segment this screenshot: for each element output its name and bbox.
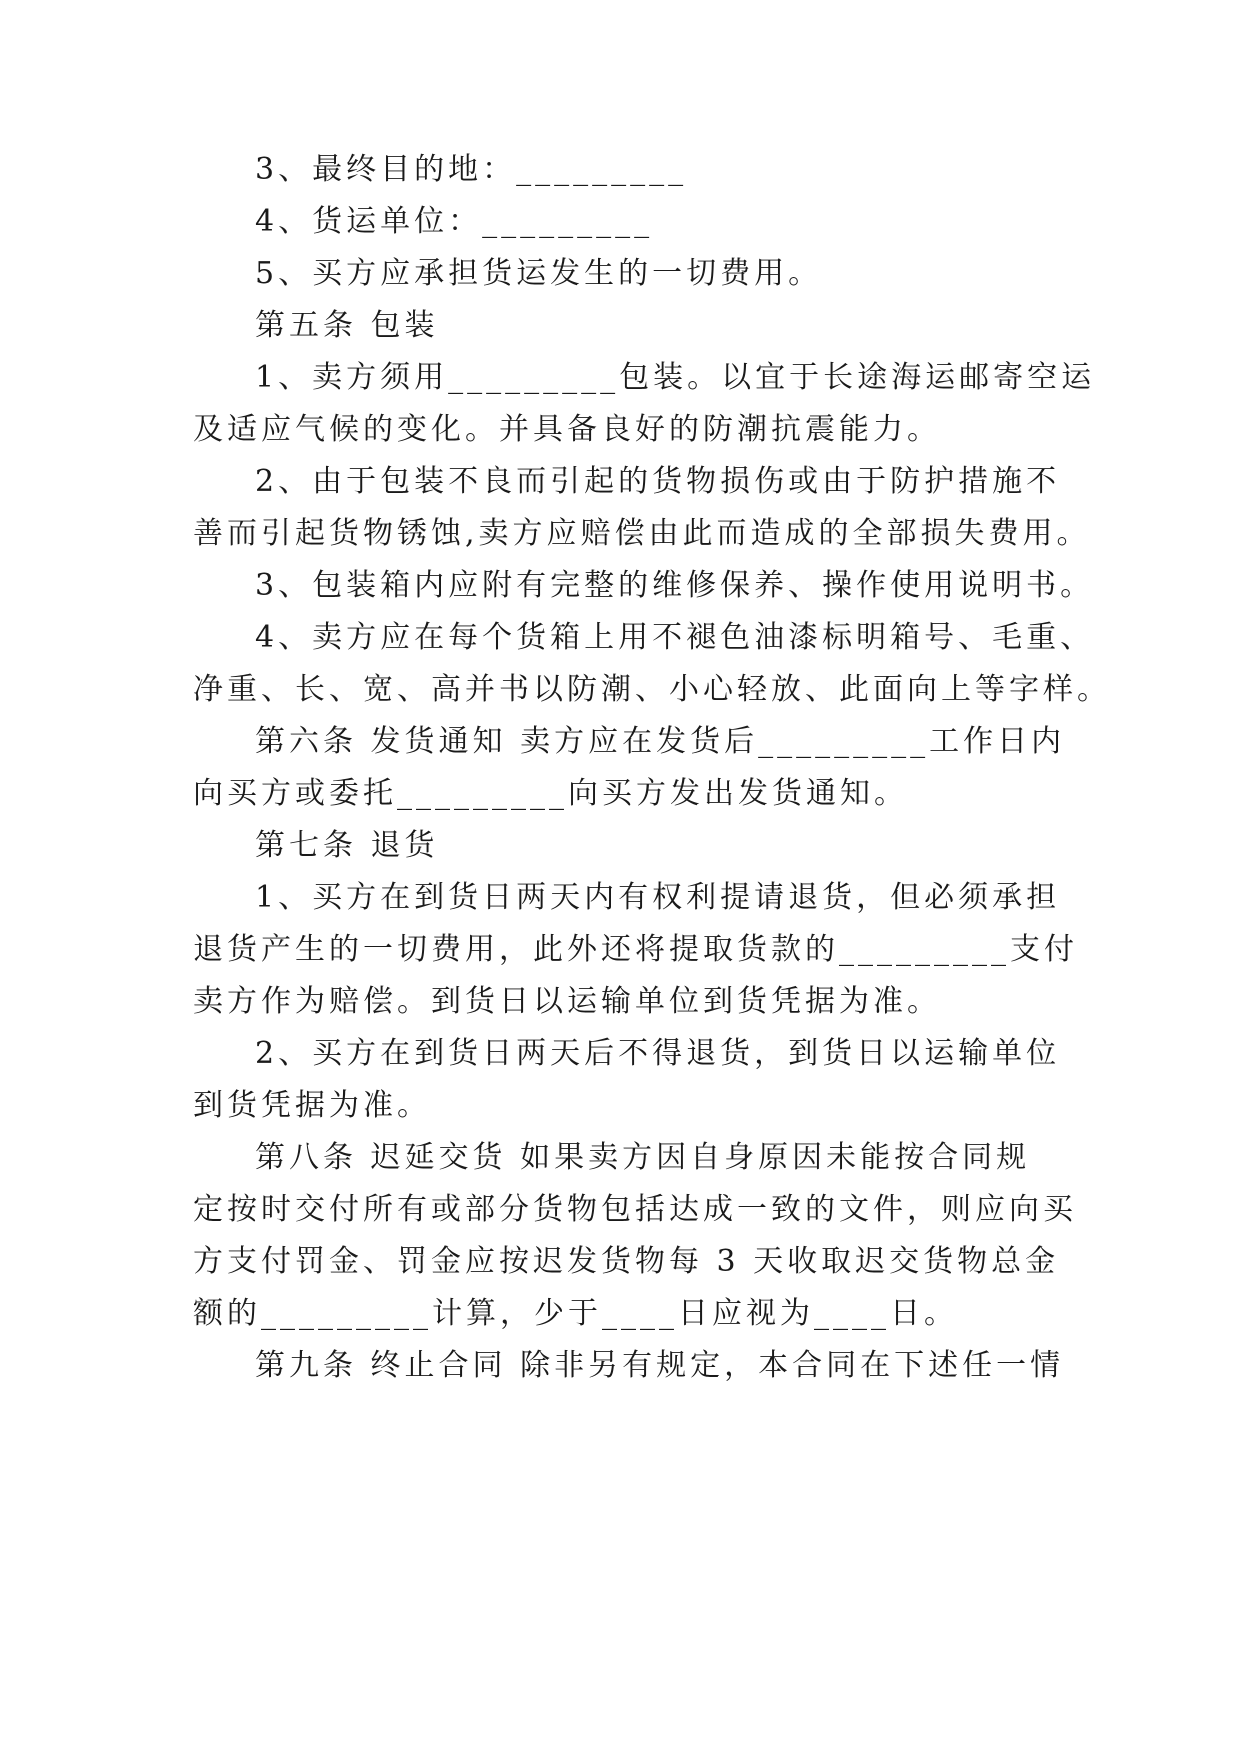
clause-5-heading: 第五条 包装 <box>255 308 439 343</box>
clause-8-line-1: 第八条 迟延交货 如果卖方因自身原因未能按合同规 <box>255 1140 1031 1175</box>
clause-8-line-4: 额的_________计算，少于____日应视为____日。 <box>193 1296 958 1331</box>
clause-4-item-4: 4、货运单位：_________ <box>255 204 654 239</box>
clause-7-item-2-line-2: 到货凭据为准。 <box>193 1088 431 1123</box>
clause-5-item-3: 3、包装箱内应附有完整的维修保养、操作使用说明书。 <box>255 568 1095 603</box>
clause-5-item-4-line-2: 净重、长、宽、高并书以防潮、小心轻放、此面向上等字样。 <box>193 672 1111 707</box>
clause-5-item-4-line-1: 4、卖方应在每个货箱上用不褪色油漆标明箱号、毛重、 <box>255 620 1095 655</box>
clause-4-item-3: 3、最终目的地：_________ <box>255 152 688 187</box>
clause-7-heading: 第七条 退货 <box>255 828 439 863</box>
clause-7-item-2-line-1: 2、买方在到货日两天后不得退货，到货日以运输单位 <box>255 1036 1061 1071</box>
clause-8-line-2: 定按时交付所有或部分货物包括达成一致的文件，则应向买 <box>193 1192 1077 1227</box>
clause-8-line-3: 方支付罚金、罚金应按迟发货物每 3 天收取迟交货物总金 <box>193 1244 1060 1279</box>
clause-5-item-2-line-2: 善而引起货物锈蚀,卖方应赔偿由此而造成的全部损失费用。 <box>193 516 1091 551</box>
clause-7-item-1-line-3: 卖方作为赔偿。到货日以运输单位到货凭据为准。 <box>193 984 941 1019</box>
clause-9-line-1: 第九条 终止合同 除非另有规定，本合同在下述任一情 <box>255 1348 1065 1383</box>
clause-6-line-2: 向买方或委托_________向买方发出发货通知。 <box>193 776 908 811</box>
clause-5-item-1-line-2: 及适应气候的变化。并具备良好的防潮抗震能力。 <box>193 412 941 447</box>
clause-6-line-1: 第六条 发货通知 卖方应在发货后_________工作日内 <box>255 724 1066 759</box>
clause-4-item-5: 5、买方应承担货运发生的一切费用。 <box>255 256 823 291</box>
clause-5-item-2-line-1: 2、由于包装不良而引起的货物损伤或由于防护措施不 <box>255 464 1061 499</box>
clause-7-item-1-line-2: 退货产生的一切费用，此外还将提取货款的_________支付 <box>193 932 1078 967</box>
clause-7-item-1-line-1: 1、买方在到货日两天内有权利提请退货，但必须承担 <box>255 880 1061 915</box>
clause-5-item-1-line-1: 1、卖方须用_________包装。以宜于长途海运邮寄空运 <box>255 360 1096 395</box>
